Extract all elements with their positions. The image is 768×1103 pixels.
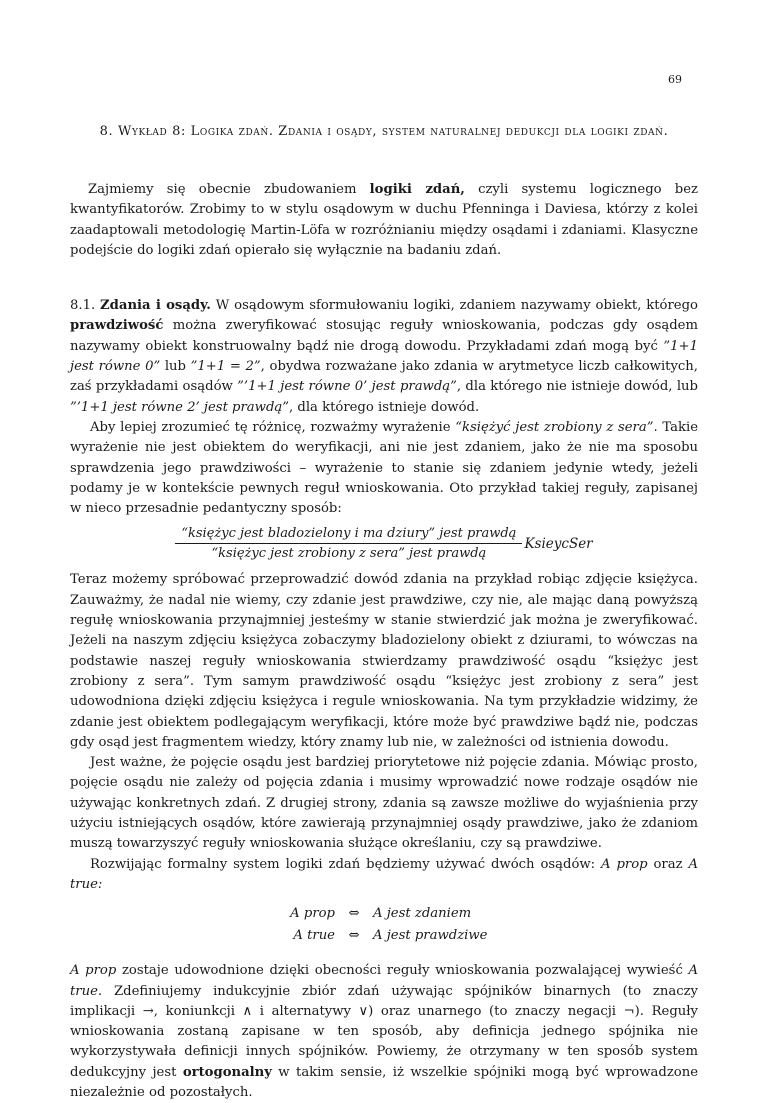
subsection-number: 8.1. <box>70 298 96 314</box>
rule-line <box>175 543 522 544</box>
paragraph-priority: Jest ważne, że pojęcie osądu jest bardziej priorytetowe niż pojęcie zdania. Mówiąc prosto, pojęcie osądu nie zależy od pojęcia zdania i musimy wprowadzić nowe rodzaje osądów nie używając konkretnych zdań. Z drugiej strony, zdania są zawsze możliwe do wyjaśnienia przy użyciu istniejących osądów, które zawierają przynajmniej osądy prawdziwe, jako że zdaniom muszą towarzyszyć reguły wnioskowania służące określaniu, czy są prawdziwe. <box>70 755 698 852</box>
judgment-row: A true ⇔ A jest prawdziwe <box>255 925 513 947</box>
paragraph-proof: Teraz możemy spróbować przeprowadzić dowód zdania na przykład robiąc zdjęcie księżyca. Zauważmy, że nadal nie wiemy, czy zdanie jest prawdziwe, czy nie, ale mając daną powyższą regułę wnioskowania przynajmniej jesteśmy w stanie stwierdzić jak można je zweryfikować. Jeżeli na naszym zdjęciu księżyca zobaczymy bladozielony obiekt z dziurami, to wówczas na podstawie naszej reguły wnioskowania stwierdzamy prawdziwość osądu “księżyc jest zrobiony z sera”. Tym samym prawdziwość osądu “księżyc jest zrobiony z sera” jest udowodniona dzięki zdjęciu księżyca i regule wnioskowania. Na tym przykładzie widzimy, że zdanie jest obiektem podlegającym weryfikacji, które może być prawdziwe bądź nie, podczas gdy osąd jest fragmentem wiedzy, który znamy lub nie, w zależności od istnienia dowodu. <box>70 572 698 750</box>
judgment-definitions <box>70 903 698 947</box>
subsection-paragraph: 8.1. Zdania i osądy. W osądowym sformułowaniu logiki, zdaniem nazywamy obiekt, którego prawdziwość można zweryfikować stosując reguły wnioskowania, podczas gdy osądem nazywamy obiekt konstruowalny bądź nie drogą dowodu. Przykładami zdań mogą być ”1+1 jest równe 0” lub ”1+1 = 2”, obydwa rozważane jako zdania w arytmetyce liczb całkowitych, zaś przykładami osądów ”’1+1 jest równe 0’ jest prawdą”, dla którego nie istnieje dowód, lub ”’1+1 jest równe 2’ jest prawdą”, dla którego istnieje dowód. <box>70 298 698 415</box>
paragraph-judgments-intro: Rozwijając formalny system logiki zdań będziemy używać dwóch osądów: A prop oraz A true: <box>70 856 698 892</box>
judgment-row: A prop ⇔ A jest zdaniem <box>255 903 513 925</box>
rule-premise: “księżyc jest bladozielony i ma dziury” jest prawdą <box>181 526 517 542</box>
term-ortogonalny: ortogonalny <box>182 1064 272 1080</box>
iff-symbol: ⇔ <box>348 906 360 922</box>
paragraph-moon: Aby lepiej zrozumieć tę różnicę, rozważmy wyrażenie “księżyć jest zrobiony z sera”. Takie wyrażenie nie jest obiektem do weryfikacji, ani nie jest zdaniem, jako że nie ma sposobu sprawdzenia jego prawdziwości – wyrażenie to stanie się zdaniem jedynie wtedy, jeżeli podamy je w kontekście pewnych reguł wnioskowania. Oto przykład takiej reguły, zapisanej w nieco przesadnie pedantyczny sposób: <box>70 419 699 517</box>
section-title: 8. Wykład 8: Logika zdań. Zdania i osądy, system naturalnej dedukcji dla logiki zdań. <box>99 124 669 139</box>
rule-conclusion: “księżyc jest zrobiony z sera” jest prawdą <box>211 546 487 562</box>
subsection-heading: Zdania i osądy. <box>100 298 211 314</box>
iff-symbol: ⇔ <box>348 928 360 944</box>
paragraph-orthogonal: A prop zostaje udowodnione dzięki obecności reguły wnioskowania pozwalającej wywieść A true. Zdefiniujemy indukcyjnie zbiór zdań używając spójników binarnych (to znaczy implikacji →, koniunkcji ∧ i alternatywy ∨) oraz unarnego (to znaczy negacji ¬). Reguły wnioskowania zostaną zapisane w ten sposób, aby definicja jednego spójnika nie wykorzystywała definicji innych spójników. Powiemy, że otrzymany w ten sposób system dedukcyjny jest ortogonalny w takim sensie, iż wszelkie spójniki mogą być wprowadzone niezależnie od pozostałych. <box>70 963 699 1100</box>
intro-paragraph: Zajmiemy się obecnie zbudowaniem logiki zdań, czyli systemu logicznego bez kwantyfikatorów. Zrobimy to w stylu osądowym w duchu Pfenninga i Daviesa, którzy z kolei zaadaptowali metodologię Martin-Löfa w rozróżnianiu między osądami i zdaniami. Klasyczne podejście do logiki zdań opierało się wyłącznie na badaniu zdań. <box>70 182 698 258</box>
inference-rule <box>70 525 698 562</box>
page-number: 69 <box>668 73 682 86</box>
term-logika-zdan: logiki zdań, <box>369 182 465 197</box>
page-content <box>70 180 698 1103</box>
term-prawdziwosc: prawdziwość <box>70 318 164 334</box>
rule-name: KsieycSer <box>524 535 593 552</box>
